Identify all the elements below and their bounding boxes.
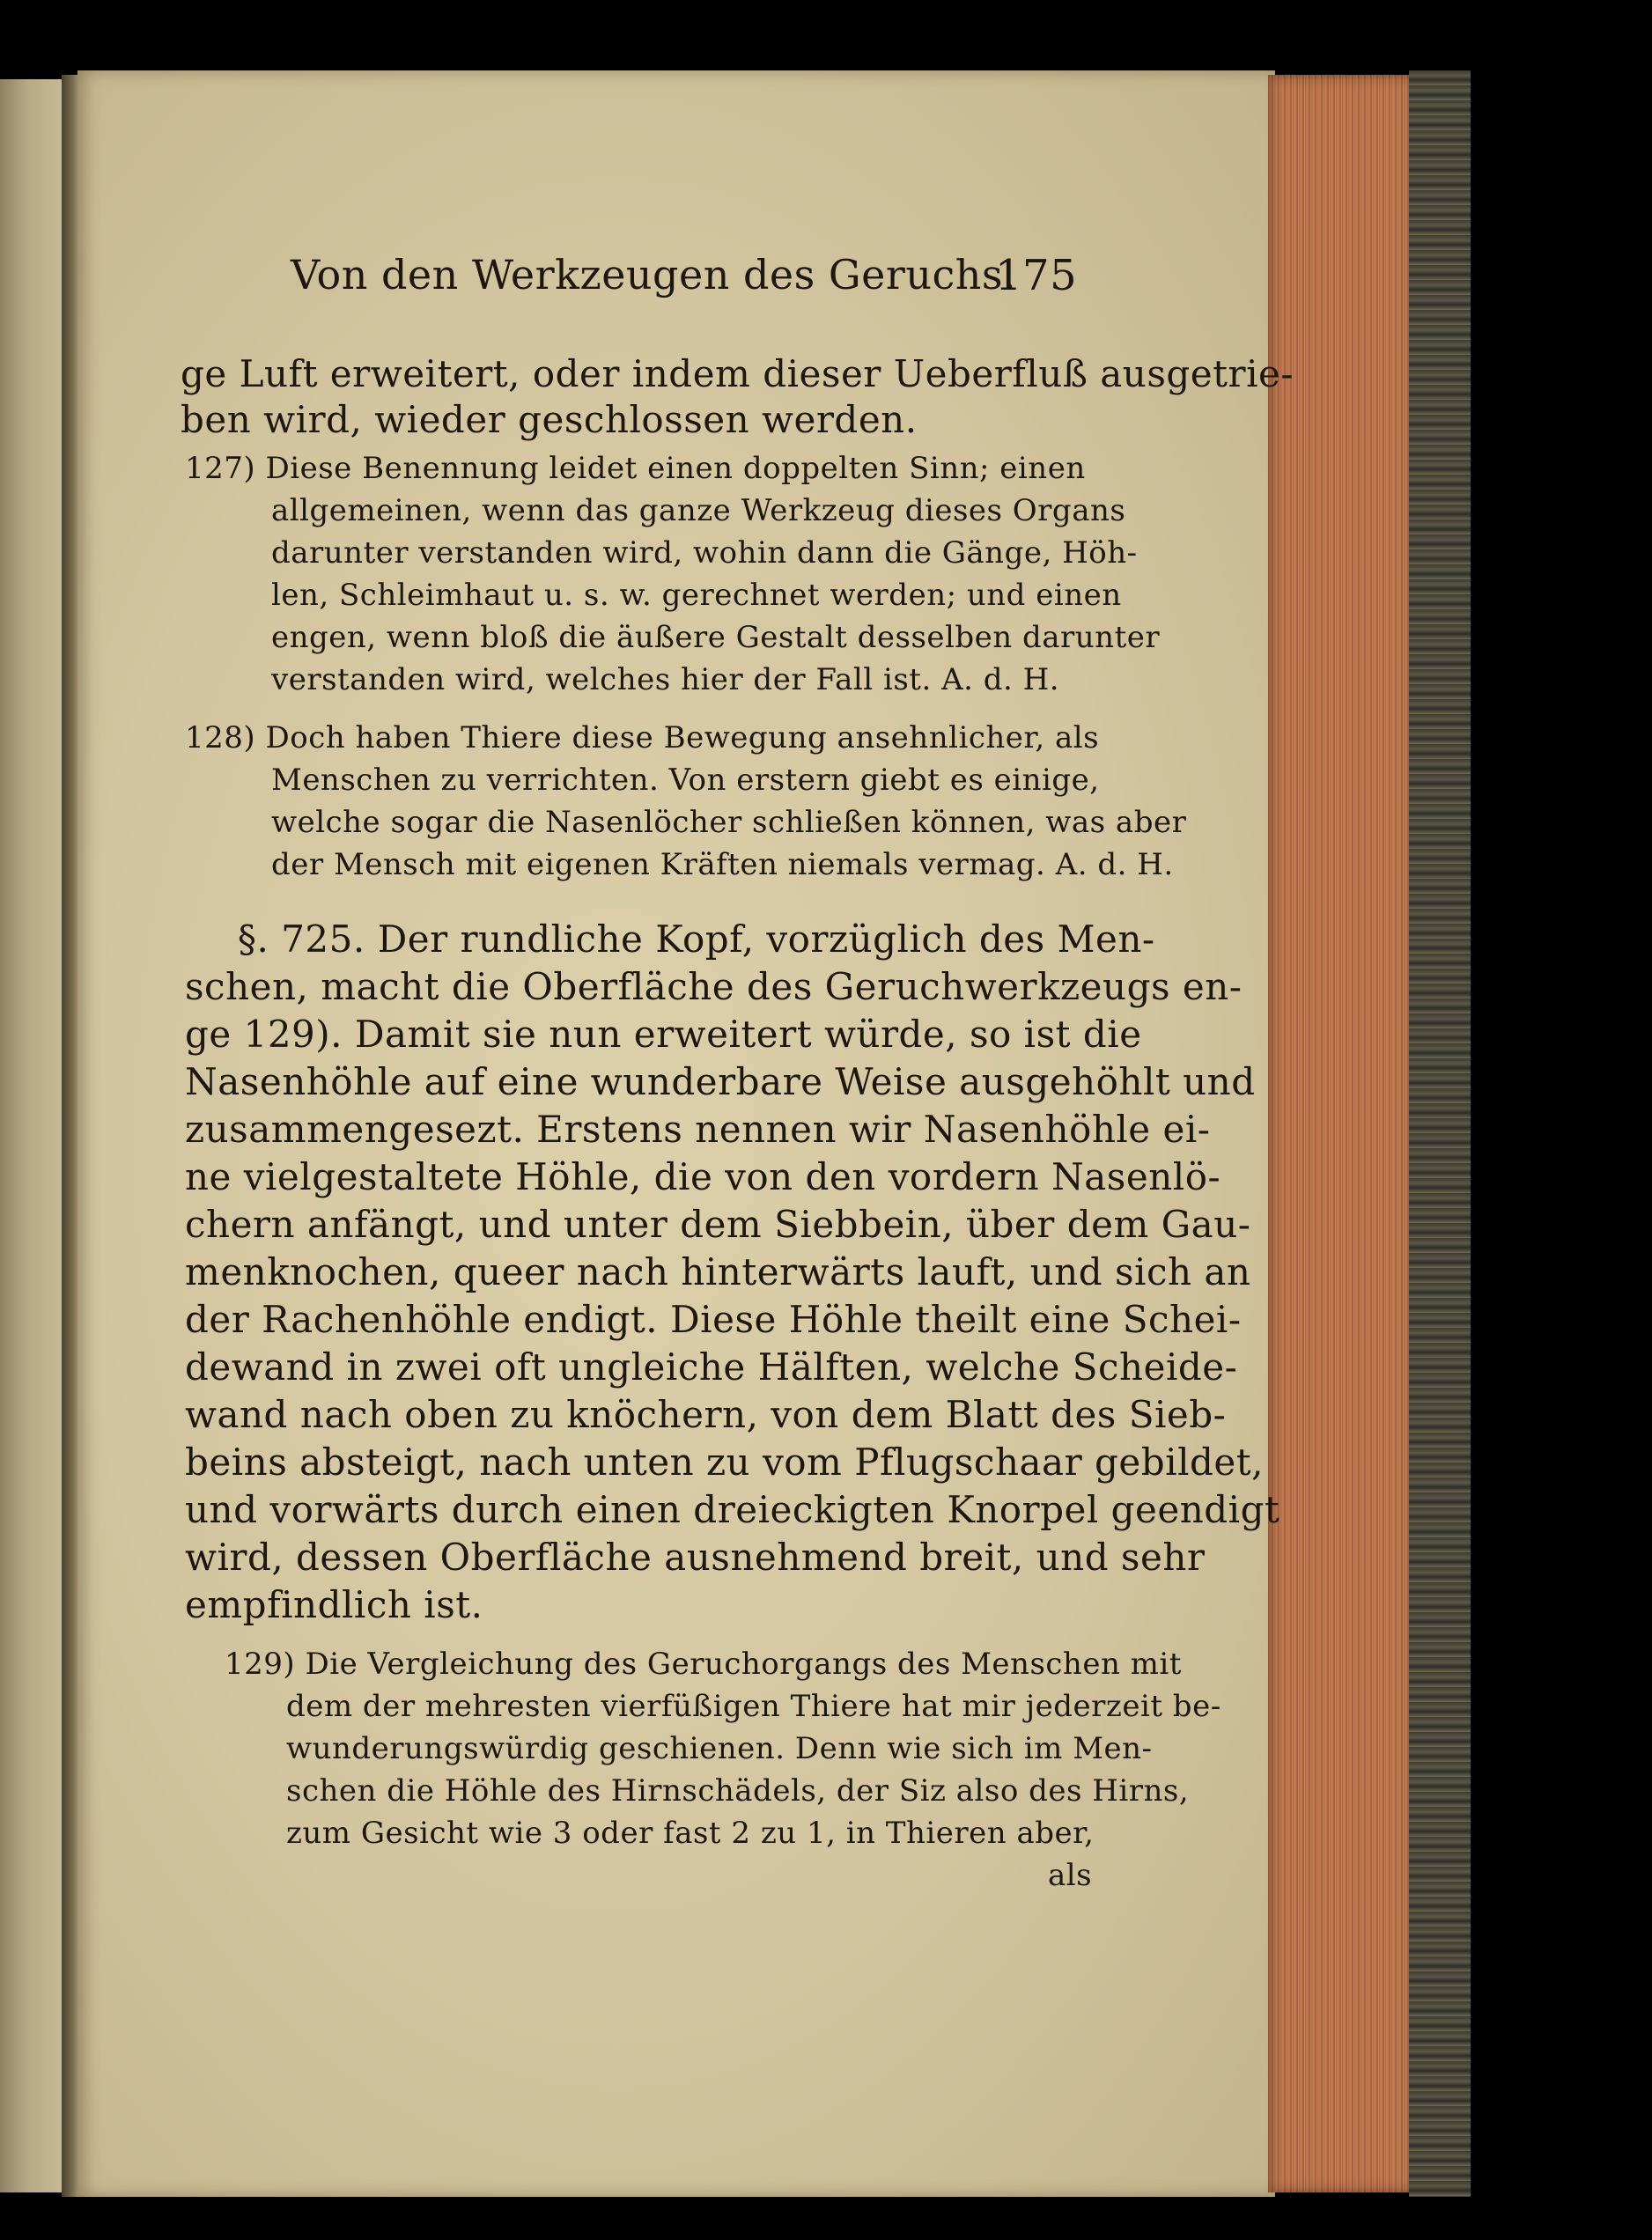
footnote-128-line: welche sogar die Nasenlöcher schließen können, was aber (271, 805, 1187, 840)
facing-page-edge (0, 79, 70, 2192)
section-725-line: und vorwärts durch einen dreieckigten Knorpel geendigt (185, 1488, 1280, 1531)
section-725-line: Nasenhöhle auf eine wunderbare Weise ausgehöhlt und (185, 1060, 1256, 1103)
text-line: ben wird, wieder geschlossen werden. (181, 398, 918, 441)
footnote-127-line: darunter verstanden wird, wohin dann die Gänge, Höh- (271, 535, 1138, 571)
footnote-128-line: der Mensch mit eigenen Kräften niemals vermag. A. d. H. (271, 847, 1174, 882)
footnote-127-line: 127) Diese Benennung leidet einen doppelten Sinn; einen (185, 451, 1086, 486)
footnote-129-line: schen die Höhle des Hirnschädels, der Siz also des Hirns, (286, 1773, 1190, 1809)
footnote-127-line: len, Schleimhaut u. s. w. gerechnet werden; und einen (271, 578, 1122, 613)
footnote-127-line: verstanden wird, welches hier der Fall ist. A. d. H. (271, 662, 1060, 697)
section-725-line: §. 725. Der rundliche Kopf, vorzüglich des Men- (238, 917, 1155, 961)
page-number: 175 (995, 251, 1078, 300)
catchword: als (1048, 1858, 1093, 1893)
running-head: Von den Werkzeugen des Geruchs. (291, 251, 1017, 298)
footnote-129-line: zum Gesicht wie 3 oder fast 2 zu 1, in Thieren aber, (286, 1816, 1095, 1851)
footnote-129-line: 129) Die Vergleichung des Geruchorgangs des Menschen mit (225, 1647, 1182, 1682)
section-725-line: ge 129). Damit sie nun erweitert würde, so ist die (185, 1013, 1142, 1056)
section-725-line: ne vielgestaltete Höhle, die von den vordern Nasenlö- (185, 1155, 1221, 1198)
section-725-line: schen, macht die Oberfläche des Geruchwerkzeugs en- (185, 965, 1243, 1008)
section-725-line: wird, dessen Oberfläche ausnehmend breit, und sehr (185, 1536, 1206, 1579)
footnote-127-line: allgemeinen, wenn das ganze Werkzeug dieses Organs (271, 493, 1126, 528)
footnote-129-line: dem der mehresten vierfüßigen Thiere hat mir jederzeit be- (286, 1689, 1221, 1724)
section-725-line: chern anfängt, und unter dem Siebbein, über dem Gau- (185, 1203, 1251, 1246)
footnote-129-line: wunderungswürdig geschienen. Denn wie sich im Men- (286, 1731, 1153, 1766)
section-725-line: dewand in zwei oft ungleiche Hälften, welche Scheide- (185, 1345, 1238, 1389)
section-725-line: beins absteigt, nach unten zu vom Pflugschaar gebildet, (185, 1441, 1264, 1484)
section-725-line: wand nach oben zu knöchern, von dem Blatt des Sieb- (185, 1393, 1227, 1436)
section-725-line: der Rachenhöhle endigt. Diese Höhle theilt eine Schei- (185, 1298, 1242, 1341)
book-cover-board (1409, 70, 1471, 2197)
footnote-127-line: engen, wenn bloß die äußere Gestalt desselben darunter (271, 620, 1161, 655)
footnote-128-line: 128) Doch haben Thiere diese Bewegung ansehnlicher, als (185, 720, 1100, 755)
footnote-128-line: Menschen zu verrichten. Von erstern giebt es einige, (271, 763, 1100, 798)
section-725-line: menknochen, queer nach hinterwärts lauft, und sich an (185, 1250, 1251, 1293)
section-725-line: empfindlich ist. (185, 1583, 483, 1626)
section-725-line: zusammengesezt. Erstens nennen wir Nasenhöhle ei- (185, 1108, 1211, 1151)
text-line: ge Luft erweitert, oder indem dieser Ueberfluß ausgetrie- (181, 352, 1294, 395)
